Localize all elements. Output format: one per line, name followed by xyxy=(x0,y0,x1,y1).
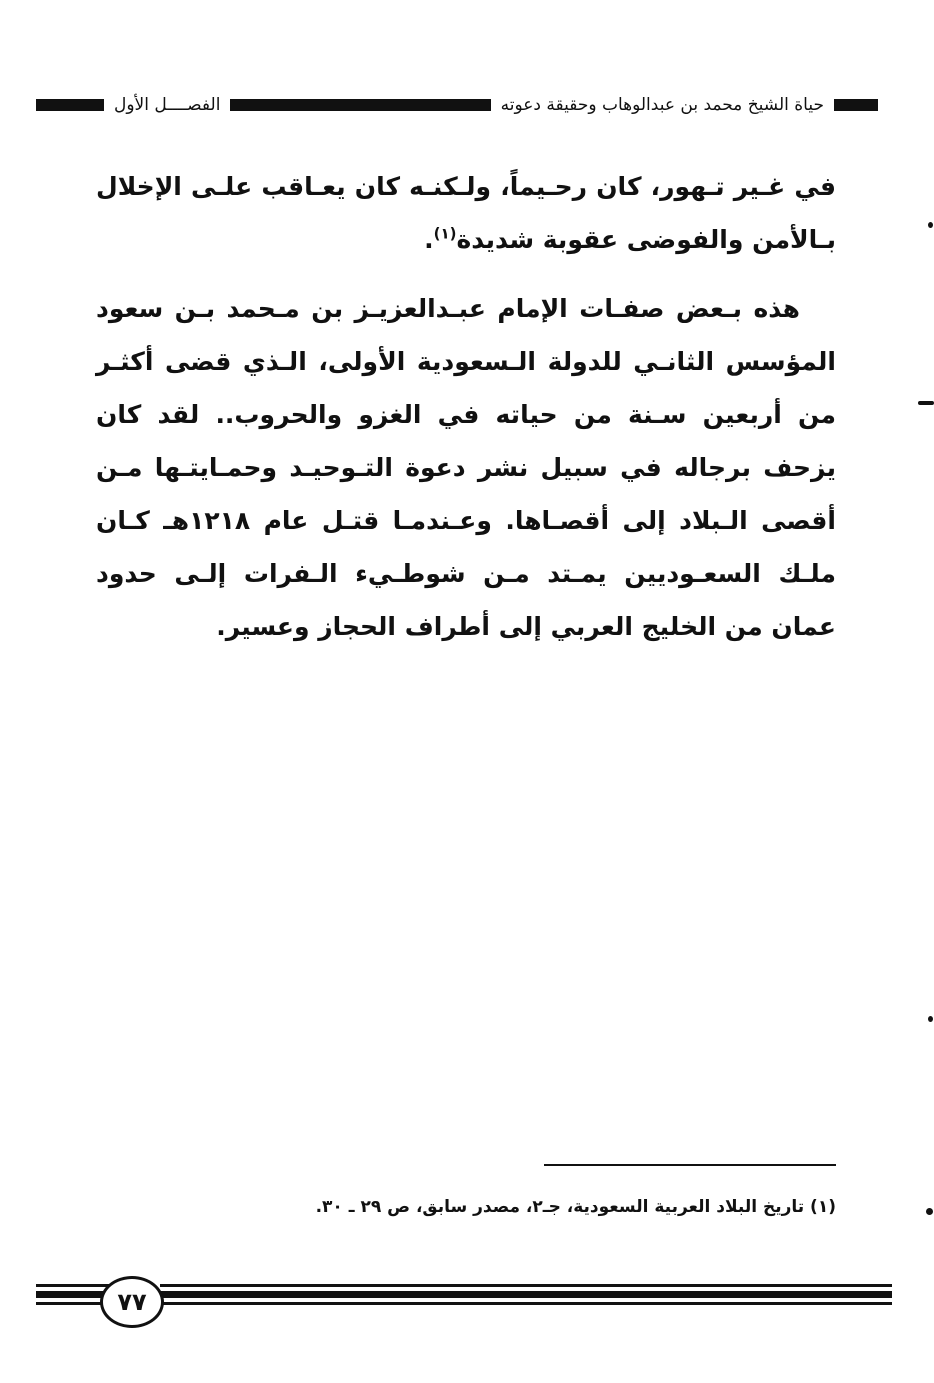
paragraph-1-end: . xyxy=(424,225,434,254)
footer-rule-right xyxy=(160,1284,892,1309)
scan-speck xyxy=(928,1016,933,1022)
footer-rule-thin xyxy=(160,1302,892,1305)
paragraph-2: هذه بـعض صفـات الإمام عبـدالعزيـز بن مـحمد بـن سعود المؤسس الثانـي للدولة الـسعودية الأولى، الـذي قضى أكثـر من أربعين سـنة من حياته في الغزو والحروب.. لقد كان يزحف برجاله في سبيل نشر دعوة التـوحيـد وحمـايتـها مـن أقصى الـبلاد إلى أقصـاها. وعـندمـا قتـل عام ١٢١٨هـ كـان ملـك السعـوديين يمـتد مـن شوطـيء الـفرات إلـى حدود عمان من الخليج العربي إلى أطراف الحجاز وعسير. xyxy=(96,294,836,641)
footer-rule-thick xyxy=(160,1291,892,1298)
page-number: ٧٧ xyxy=(100,1276,164,1328)
running-header xyxy=(36,90,878,120)
header-bar-right xyxy=(834,99,878,111)
footnote-reference: (١) xyxy=(433,224,457,243)
scan-speck xyxy=(926,1208,933,1215)
body-text xyxy=(96,160,836,653)
scan-speck xyxy=(918,401,934,405)
footer-rule-thin xyxy=(36,1284,112,1287)
footnote-separator xyxy=(544,1164,836,1166)
header-bar-middle xyxy=(230,99,490,111)
book-title: حياة الشيخ محمد بن عبدالوهاب وحقيقة دعوته xyxy=(500,95,824,115)
footer-rule-thin xyxy=(160,1284,892,1287)
chapter-title: الفصــــل الأول xyxy=(114,95,221,115)
paragraph-1-text: في غـير تـهور، كان رحـيماً، ولـكنـه كان يعـاقب علـى الإخلال بـالأمن والفوضى عقوبة شديدة xyxy=(96,172,836,254)
paragraph-1 xyxy=(96,160,836,266)
scan-speck xyxy=(928,222,933,228)
footnote: (١) تاريخ البلاد العربية السعودية، جـ٢، مصدر سابق، ص ٢٩ ـ ٣٠. xyxy=(315,1197,836,1217)
header-bar-left xyxy=(36,99,104,111)
